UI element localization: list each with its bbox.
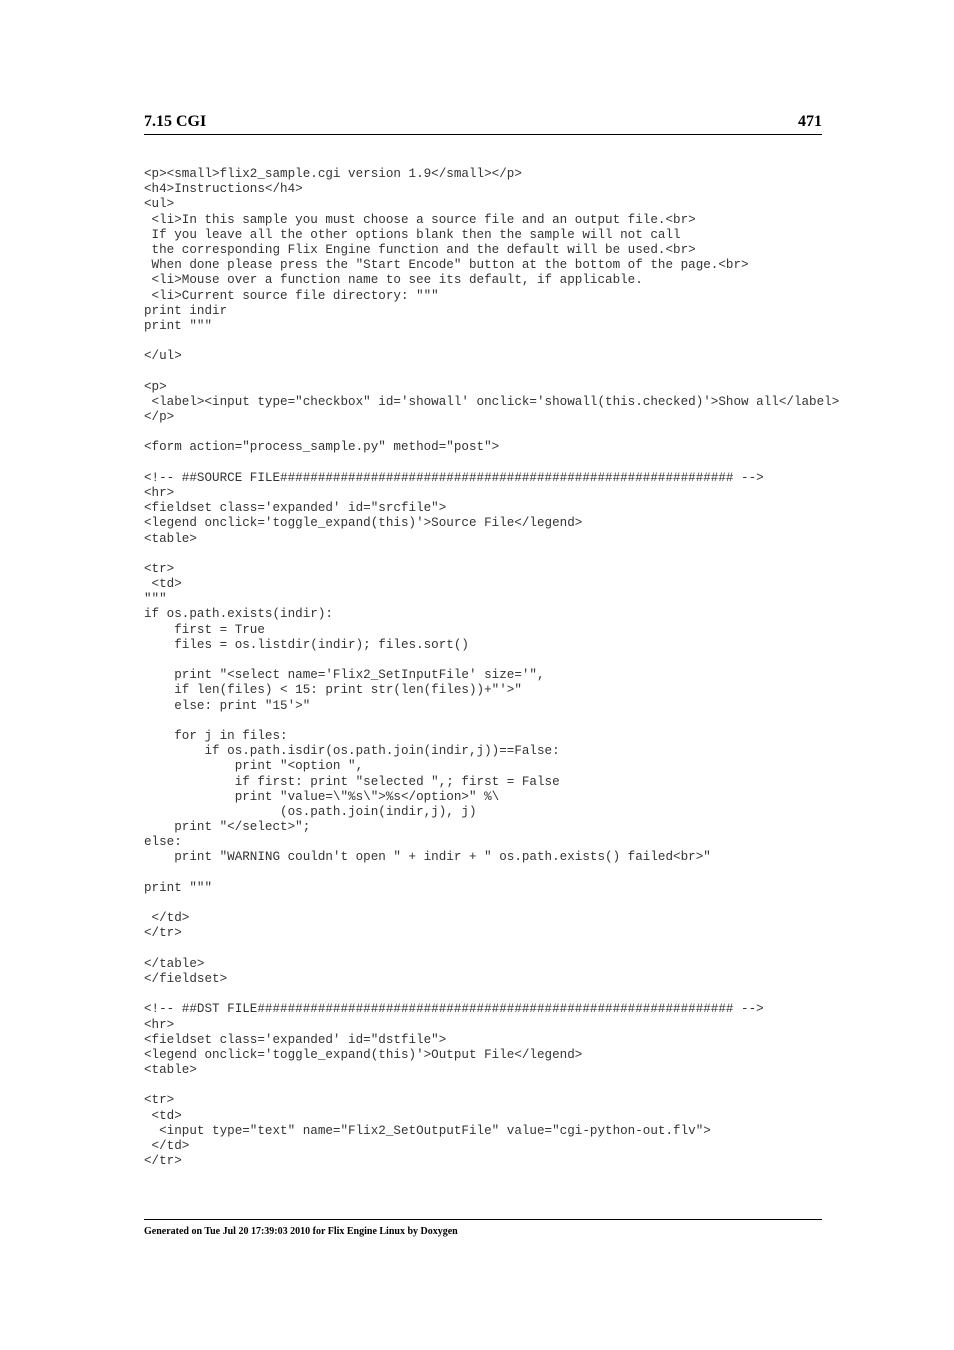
code-line bbox=[144, 425, 854, 440]
code-line: <li>In this sample you must choose a source file and an output file.<br> bbox=[144, 212, 696, 227]
code-line: files = os.listdir(indir); files.sort() bbox=[144, 637, 469, 652]
code-line bbox=[144, 334, 854, 349]
code-line: <tr> bbox=[144, 1093, 175, 1108]
code-line: <table> bbox=[144, 531, 197, 546]
code-line: <li>Mouse over a function name to see its default, if applicable. bbox=[144, 273, 643, 288]
code-line: <hr> bbox=[144, 1017, 175, 1032]
code-line: <!-- ##DST FILE############################################################### --> bbox=[144, 1002, 764, 1017]
code-line: <p> bbox=[144, 379, 167, 394]
code-line: <fieldset class='expanded' id="dstfile"> bbox=[144, 1032, 447, 1047]
code-line: <input type="text" name="Flix2_SetOutputFile" value="cgi-python-out.flv"> bbox=[144, 1123, 711, 1138]
code-line: <tr> bbox=[144, 561, 175, 576]
code-line: if os.path.exists(indir): bbox=[144, 607, 333, 622]
code-line: <td> bbox=[144, 577, 182, 592]
code-line: <p><small>flix2_sample.cgi version 1.9</small></p> bbox=[144, 167, 522, 181]
code-line: <fieldset class='expanded' id="srcfile"> bbox=[144, 501, 447, 516]
page-header bbox=[144, 112, 822, 135]
code-line: <form action="process_sample.py" method="post"> bbox=[144, 440, 500, 455]
code-line bbox=[144, 866, 854, 881]
section-title: 7.15 CGI bbox=[144, 113, 207, 130]
code-line: <table> bbox=[144, 1063, 197, 1078]
code-line bbox=[144, 714, 854, 729]
code-line: print indir bbox=[144, 303, 228, 318]
code-line: first = True bbox=[144, 622, 265, 637]
code-line: <hr> bbox=[144, 485, 175, 500]
code-line: if os.path.isdir(os.path.join(indir,j))==False: bbox=[144, 744, 560, 759]
code-line: the corresponding Flix Engine function and the default will be used.<br> bbox=[144, 242, 696, 257]
code-line: print "</select>"; bbox=[144, 820, 311, 835]
code-line: print """ bbox=[144, 318, 213, 333]
code-line: (os.path.join(indir,j), j) bbox=[144, 804, 477, 819]
code-line: </td> bbox=[144, 1139, 190, 1153]
code-line: print "<option ", bbox=[144, 759, 364, 774]
code-line: </td> bbox=[144, 911, 190, 926]
code-line bbox=[144, 987, 854, 1002]
code-line: </tr> bbox=[144, 926, 182, 941]
code-line: <td> bbox=[144, 1108, 182, 1123]
code-listing bbox=[144, 167, 854, 1169]
code-line bbox=[144, 653, 854, 668]
code-line: if first: print "selected ",; first = False bbox=[144, 774, 560, 789]
code-line: <legend onclick='toggle_expand(this)'>Source File</legend> bbox=[144, 516, 583, 531]
code-line: if len(files) < 15: print str(len(files))+"'>" bbox=[144, 683, 522, 698]
code-line: <label><input type="checkbox" id='showall' onclick='showall(this.checked)'>Show all</label> bbox=[144, 394, 840, 409]
code-line: <ul> bbox=[144, 197, 175, 212]
code-line bbox=[144, 456, 854, 471]
code-line: If you leave all the other options blank then the sample will not call bbox=[144, 227, 681, 242]
code-line: </table> bbox=[144, 956, 205, 971]
code-line: </p> bbox=[144, 410, 175, 424]
footer-text: Generated on Tue Jul 20 17:39:03 2010 for Flix Engine Linux by Doxygen bbox=[144, 1226, 458, 1237]
code-line: </fieldset> bbox=[144, 971, 228, 986]
code-line: else: print "15'>" bbox=[144, 698, 311, 713]
code-line: <legend onclick='toggle_expand(this)'>Output File</legend> bbox=[144, 1047, 583, 1062]
code-line bbox=[144, 942, 854, 957]
page-number: 471 bbox=[798, 113, 822, 130]
code-line: """ bbox=[144, 592, 167, 607]
code-line: else: bbox=[144, 835, 182, 850]
code-line: print "WARNING couldn't open " + indir + " os.path.exists() failed<br>" bbox=[144, 850, 711, 865]
code-line bbox=[144, 896, 854, 911]
code-line bbox=[144, 364, 854, 379]
code-line: for j in files: bbox=[144, 728, 288, 743]
code-line: </ul> bbox=[144, 349, 182, 364]
code-line: When done please press the "Start Encode" button at the bottom of the page.<br> bbox=[144, 258, 749, 273]
code-line: </tr> bbox=[144, 1154, 182, 1169]
code-line: <!-- ##SOURCE FILE############################################################ --> bbox=[144, 470, 764, 485]
code-line: <li>Current source file directory: """ bbox=[144, 288, 439, 303]
code-line bbox=[144, 1078, 854, 1093]
page-footer bbox=[144, 1219, 822, 1237]
code-line: print "value=\"%s\">%s</option>" %\ bbox=[144, 789, 500, 804]
code-line bbox=[144, 547, 854, 562]
code-line: print """ bbox=[144, 880, 213, 895]
code-line: print "<select name='Flix2_SetInputFile' size='", bbox=[144, 668, 545, 683]
code-line: <h4>Instructions</h4> bbox=[144, 182, 303, 197]
